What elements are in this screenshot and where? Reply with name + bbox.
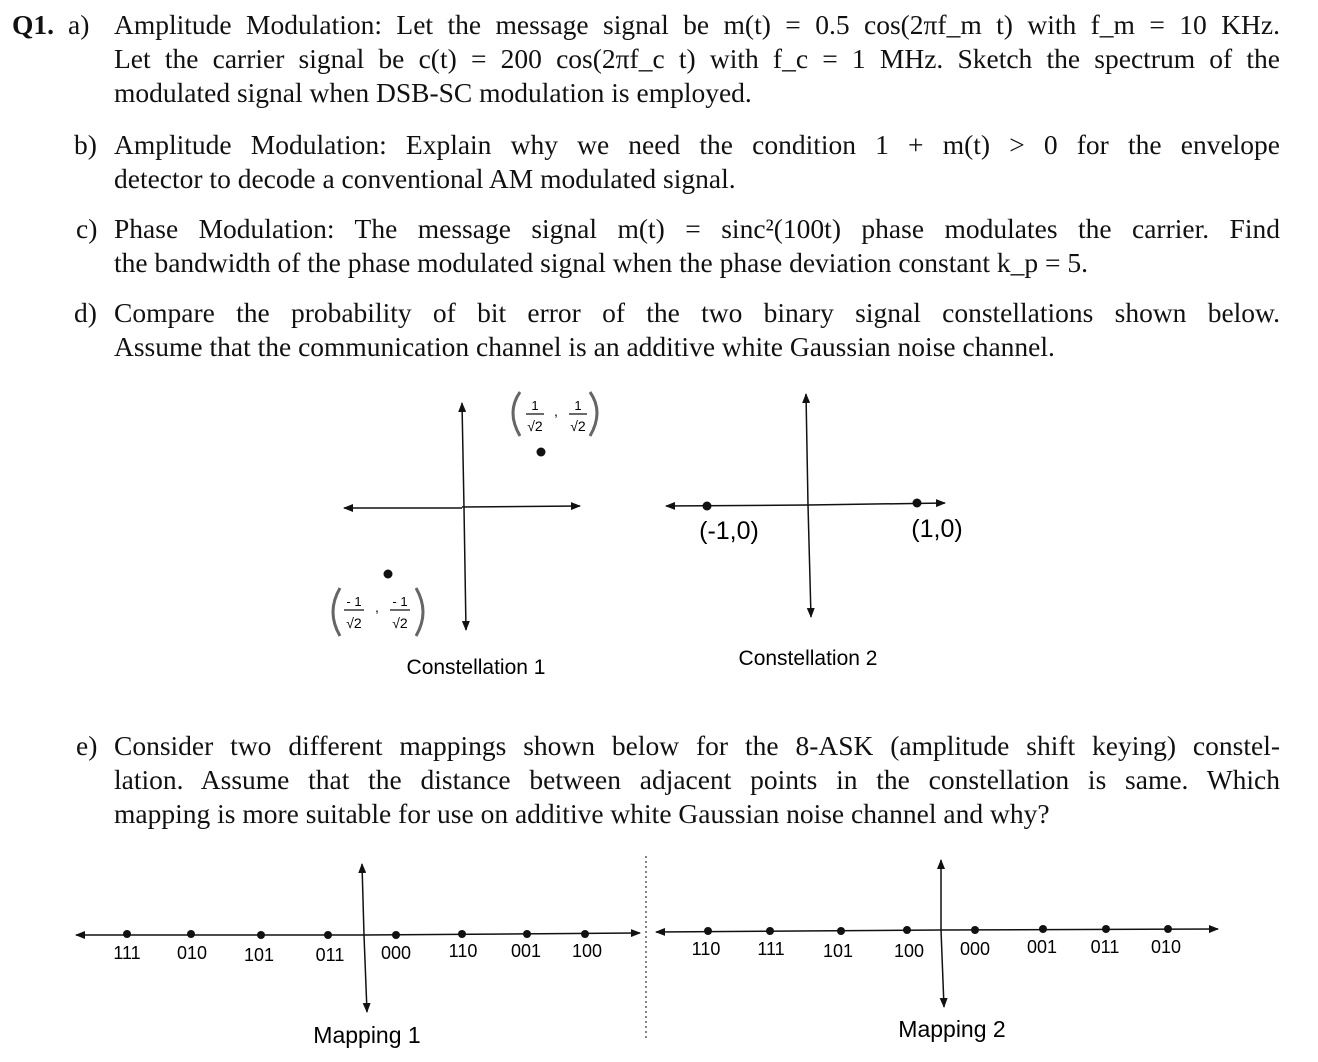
m2-point-3 [837, 927, 845, 935]
part-d-label: d) [74, 297, 97, 328]
mapping-2-caption: Mapping 2 [898, 1016, 1006, 1042]
c1-point-lower [384, 570, 393, 579]
c1-upper-den-y: √2 [570, 418, 586, 434]
m1-label-4: 011 [315, 945, 345, 965]
m2-point-7 [1102, 925, 1110, 933]
m1-label-7: 001 [510, 941, 542, 961]
m1-axis-right [364, 933, 640, 935]
m1-label-6: 110 [448, 941, 478, 961]
m2-axis-left [656, 930, 941, 932]
m2-label-6: 001 [1026, 937, 1058, 957]
c1-upper-den-x: √2 [527, 418, 543, 434]
c1-lower-den-x: √2 [346, 615, 362, 631]
m1-label-8: 100 [571, 941, 603, 961]
m1-point-8 [581, 930, 589, 938]
m2-label-7: 011 [1090, 937, 1120, 957]
c1-y-axis-down [464, 508, 466, 630]
part-e-line-2: lation. Assume that the distance between adjacent points in the constellation is same. Which [114, 764, 1280, 795]
c2-y-axis-up [806, 394, 808, 505]
c1-upper-num-y: 1 [574, 398, 582, 413]
m2-label-4: 100 [893, 941, 925, 961]
m2-axis-right [941, 929, 1218, 930]
c1-lower-den-y: √2 [392, 615, 408, 631]
part-b-label: b) [74, 129, 97, 160]
constellation-1-caption: Constellation 1 [406, 656, 546, 679]
m2-labels [692, 937, 1181, 961]
part-a-line-3: modulated signal when DSB-SC modulation is employed. [114, 77, 752, 108]
c1-lower-num-y: - 1 [392, 594, 408, 609]
part-e-line-3: mapping is more suitable for use on additive white Gaussian noise channel and why? [114, 798, 1050, 829]
c1-y-axis-up [462, 403, 464, 508]
m2-axis-down [941, 930, 944, 1007]
mapping-1-caption: Mapping 1 [313, 1022, 421, 1048]
c1-lower-comma: , [375, 599, 379, 615]
c2-label-left: (-1,0) [699, 517, 759, 545]
c2-y-axis-down [808, 505, 811, 617]
m2-point-8 [1164, 925, 1172, 933]
part-b-line-1: Amplitude Modulation: Explain why we need the condition 1 + m(t) > 0 for the envelope [114, 129, 1280, 160]
m1-label-2: 010 [176, 943, 208, 963]
m2-label-2: 111 [757, 939, 785, 959]
m2-label-3: 101 [822, 941, 854, 961]
part-a-line-2: Let the carrier signal be c(t) = 200 cos(2πf_c t) with f_c = 1 MHz. Sketch the spectrum of the [114, 43, 1280, 74]
m2-point-4 [903, 926, 911, 934]
m1-point-5 [392, 931, 400, 939]
part-c-label: c) [76, 213, 98, 244]
part-b-line-2: detector to decode a conventional AM modulated signal. [114, 163, 736, 194]
m2-point-1 [704, 927, 712, 935]
c1-upper-comma: , [554, 403, 558, 419]
c1-x-axis-pos [462, 506, 580, 507]
m1-axis-down [364, 935, 367, 1012]
part-c-line-1: Phase Modulation: The message signal m(t) = sinc²(100t) phase modulates the carrier. Find [114, 213, 1280, 244]
constellation-2-caption: Constellation 2 [738, 647, 878, 670]
m1-point-7 [523, 930, 531, 938]
m2-point-2 [766, 927, 774, 935]
part-c-line-2: the bandwidth of the phase modulated signal when the phase deviation constant k_p = 5. [114, 247, 1088, 278]
part-e-label: e) [76, 730, 98, 761]
m1-label-3: 101 [243, 945, 275, 965]
m1-label-1: 111 [113, 943, 141, 963]
c1-upper-label [513, 392, 597, 436]
constellation-2 [666, 394, 963, 670]
part-a-label: a) [68, 9, 90, 40]
part-e-line-1: Consider two different mappings shown below for the 8-ASK (amplitude shift keying) constel- [114, 730, 1280, 761]
c1-lower-label [333, 588, 423, 636]
part-d-line-1: Compare the probability of bit error of the two binary signal constellations shown below. [114, 297, 1280, 328]
mapping-2 [656, 860, 1218, 1042]
c2-x-axis-pos [808, 503, 945, 505]
m1-labels [113, 941, 602, 965]
m1-point-3 [257, 931, 265, 939]
constellation-1 [333, 392, 597, 679]
m1-label-5: 000 [380, 943, 412, 963]
part-a-line-1: Amplitude Modulation: Let the message signal be m(t) = 0.5 cos(2πf_m t) with f_m = 10 KHz. [114, 9, 1280, 40]
m1-point-6 [458, 930, 466, 938]
m1-point-2 [187, 930, 195, 938]
c1-point-upper [537, 448, 546, 457]
c2-label-right: (1,0) [911, 515, 963, 543]
m1-axis-up [362, 864, 364, 935]
m2-label-8: 010 [1150, 937, 1182, 957]
c1-lower-num-x: - 1 [346, 594, 362, 609]
c2-x-axis-neg [666, 505, 808, 506]
m2-point-5 [971, 926, 979, 934]
m1-point-4 [324, 931, 332, 939]
c2-point-left [703, 502, 712, 511]
c1-upper-num-x: 1 [531, 398, 539, 413]
m1-point-1 [123, 930, 131, 938]
m2-label-1: 110 [691, 939, 721, 959]
part-d-line-2: Assume that the communication channel is an additive white Gaussian noise channel. [114, 331, 1055, 362]
c2-point-right [913, 499, 922, 508]
mapping-1 [76, 864, 640, 1048]
m2-point-6 [1039, 925, 1047, 933]
question-number: Q1. [12, 9, 55, 40]
m2-label-5: 000 [959, 939, 991, 959]
